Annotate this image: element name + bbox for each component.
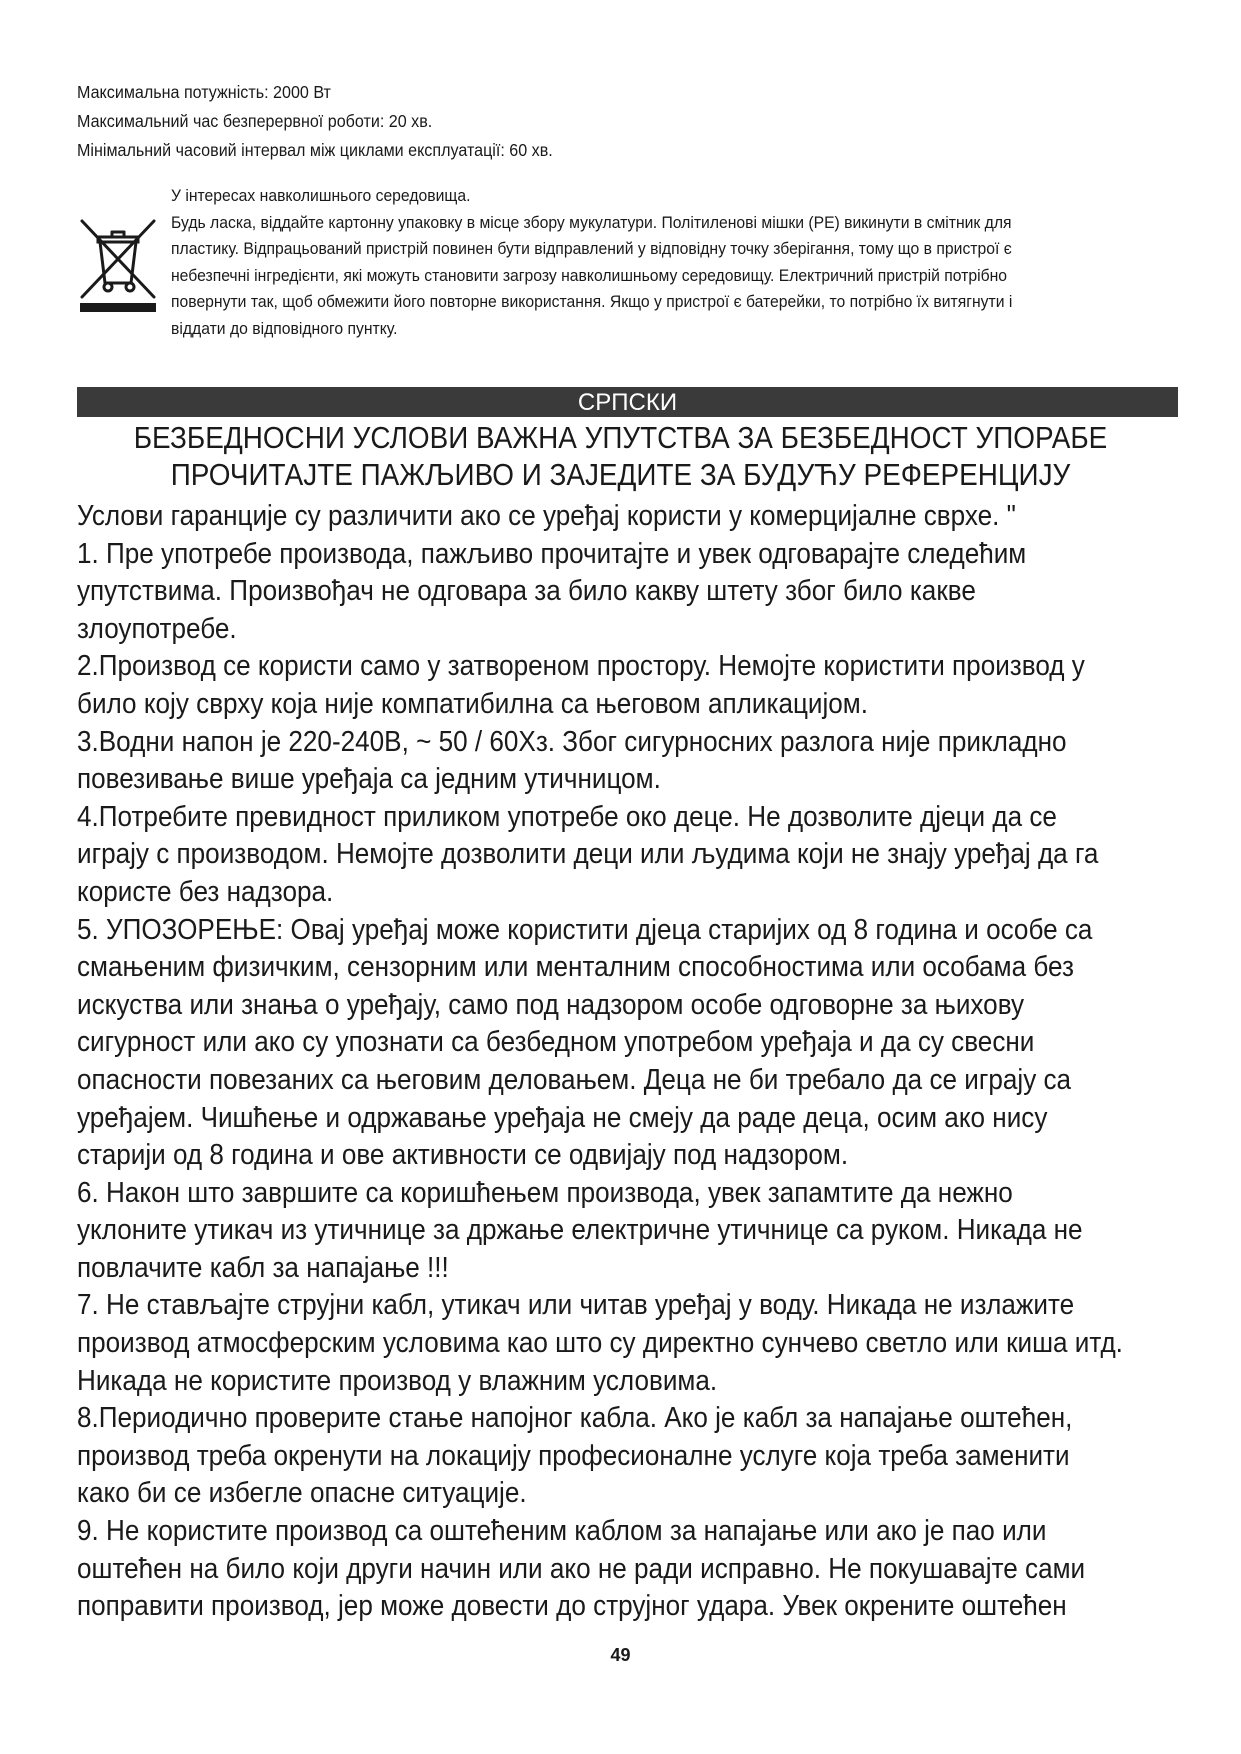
body-line: 3.Водни напон је 220-240В, ~ 50 / 60Хз. Због сигурносних разлога није прикладно [77, 725, 1067, 758]
env-line: пластику. Відпрацьований пристрій повинен бути відправлений у відповідну точку зберігання, тому що в пристрої є [171, 239, 1012, 259]
body-line: 6. Након што завршите са коришћењем производа, увек запамтите да нежно [77, 1176, 1013, 1209]
body-line: 8.Периодично проверите стање напојног кабла. Ако је кабл за напајање оштећен, [77, 1402, 1073, 1435]
section-title-line-1: БЕЗБЕДНОСНИ УСЛОВИ ВАЖНА УПУТСТВА ЗА БЕЗБЕДНОСТ УПОРАБЕ [133, 420, 1108, 455]
body-line: старији од 8 година и ове активности се одвијају под надзором. [77, 1139, 849, 1172]
environment-notice [171, 183, 1210, 343]
body-line: 4.Потребите превидност приликом употребе око деце. Не дозволите дјеци да се [77, 800, 1057, 833]
env-line: У інтересах навколишнього середовища. [171, 186, 471, 205]
body-line: 9. Не користите производ са оштећеним каблом за напајање или ако је пао или [77, 1515, 1047, 1548]
body-line: било коју сврху која није компатибилна са његовом апликацијом. [77, 687, 869, 720]
body-line: производ атмосферским условима као што су директно сунчево светло или киша итд. [77, 1327, 1123, 1360]
technical-specs [77, 78, 1089, 165]
body-line: производ треба окренути на локацију професионалне услуге која треба заменити [77, 1439, 1070, 1472]
body-line: упутствима. Произвођач не одговара за било какву штету због било какве [77, 575, 976, 608]
body-line: 7. Не стављајте струјни кабл, утикач или читав уређај у воду. Никада не излажите [77, 1289, 1075, 1322]
body-line: оштећен на било који други начин или ако не ради исправно. Не покушавајте сами [77, 1552, 1086, 1585]
body-line: уклоните утикач из утичнице за држање електричне утичнице са руком. Никада не [77, 1214, 1083, 1247]
env-line: віддати до відповідного пунтку. [171, 318, 398, 338]
body-line: поправити производ, јер може довести до струјног удара. Увек окрените оштећен [77, 1590, 1067, 1623]
language-banner: СРПСКИ [77, 387, 1178, 417]
body-line: како би се избегле опасне ситуације. [77, 1477, 527, 1510]
env-line: небезпечні інгредієнти, які можуть становити загрозу навколишньому середовищу. Електричний пристрій потрібно [171, 265, 1008, 285]
safety-instructions [77, 498, 1180, 1626]
body-line: злоупотребе. [77, 612, 237, 645]
min-interval-line: Мінімальний часовий інтервал між циклами експлуатації: 60 хв. [77, 140, 553, 160]
body-line: опасности повезаних са његовим деловањем. Деца не би требало да се играју са [77, 1063, 1072, 1096]
max-power-line: Максимальна потужність: 2000 Вт [77, 82, 331, 102]
body-line: повлачите кабл за напајање !!! [77, 1251, 449, 1284]
body-line: 2.Производ се користи само у затвореном простору. Немојте користити производ у [77, 650, 1085, 683]
crossed-out-wheelie-bin-icon [78, 215, 158, 315]
body-line: 5. УПОЗОРЕЊЕ: Овај уређај може користити дјеца старијих од 8 година и особе са [77, 913, 1093, 946]
section-title-line-2: ПРОЧИТАЈТЕ ПАЖЉИВО И ЗАЈЕДИТЕ ЗА БУДУЋУ РЕФЕРЕНЦИЈУ [170, 457, 1071, 492]
page-number: 49 [610, 1645, 631, 1665]
env-line: Будь ласка, віддайте картонну упаковку в місце збору мукулатури. Політиленові мішки (PE) викинути в смітник для [171, 212, 1012, 232]
body-line: сигурност или ако су упознати са безбедном употребом уређаја и да су свесни [77, 1026, 1035, 1059]
body-line: играју с производом. Немојте дозволити деци или људима који не знају уређај да га [77, 838, 1099, 871]
body-line: искуства или знања о уређају, само под надзором особе одговорне за њихову [77, 988, 1025, 1021]
body-line: 1. Пре употребе производа, пажљиво прочитајте и увек одговарајте следећим [77, 537, 1027, 570]
body-line: Услови гаранције су различити ако се уређај користи у комерцијалне сврхе. " [77, 500, 1016, 532]
body-line: повезивање више уређаја са једним утичницом. [77, 763, 661, 796]
body-line: уређајем. Чишћење и одржавање уређаја не смеју да раде деца, осим ако нису [77, 1101, 1048, 1134]
max-runtime-line: Максимальний час безперервної роботи: 20 хв. [77, 111, 433, 131]
body-line: користе без надзора. [77, 875, 334, 908]
body-line: смањеним физичким, сензорним или менталним способностима или особама без [77, 951, 1074, 984]
body-line: Никада не користите производ у влажним условима. [77, 1364, 718, 1397]
env-line: повернути так, щоб обмежити його повторне використання. Якщо у пристрої є батерейки, то потрібно їх витягнути і [171, 292, 1013, 312]
